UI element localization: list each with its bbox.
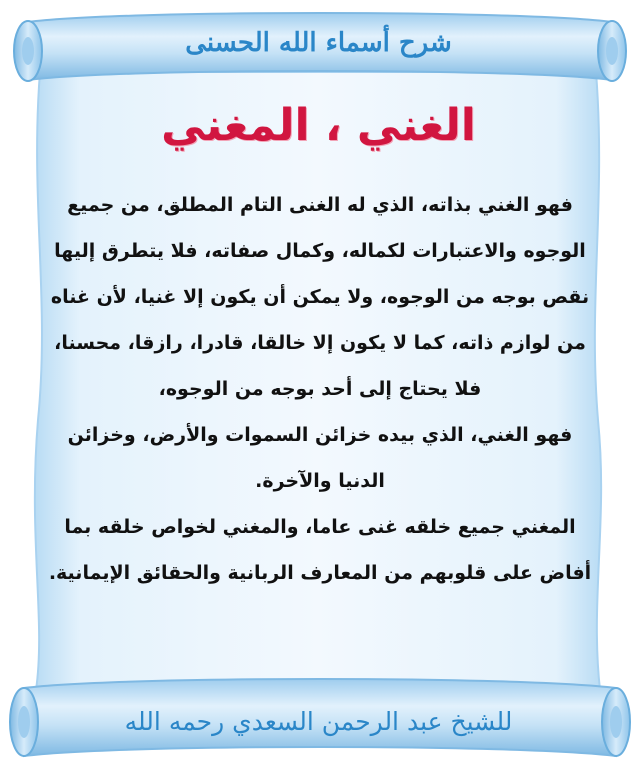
body-text (44, 182, 596, 596)
main-heading: الغني ، المغني (161, 100, 476, 151)
page-title: شرح أسماء الله الحسنى (185, 28, 452, 58)
author-credit: للشيخ عبد الرحمن السعدي رحمه الله (124, 707, 513, 736)
paragraph-2: فهو الغني، الذي بيده خزائن السموات والأرض، وخزائن الدنيا والآخرة. (67, 424, 573, 492)
paragraph-3: المغني جميع خلقه غنى عاما، والمغني لخواص خلقه بما أفاض على قلوبهم من المعارف الربانية والحقائق الإيمانية. (48, 516, 592, 584)
paragraph-1: فهو الغني بذاته، الذي له الغنى التام المطلق، من جميع الوجوه والاعتبارات لكماله، وكمال صفاته، فلا يتطرق إليها نقص بوجه من الوجوه، ولا يمكن أن يكون إلا غنيا، لأن غناه من لوازم ذاته، كما لا يكون إلا خالقا، قادرا، رازقا، محسنا، فلا يحتاج إلى أحد بوجه من الوجوه، (50, 194, 590, 400)
